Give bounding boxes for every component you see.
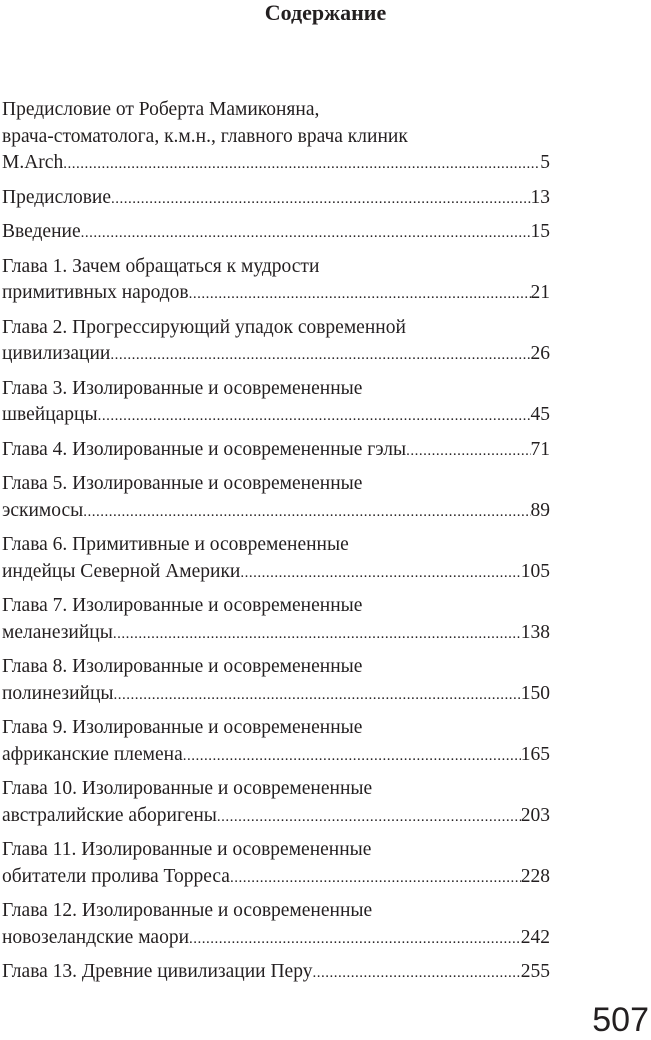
dot-leader [63,151,540,178]
toc-entry-last-line [2,402,550,430]
toc-entry-last-line [2,437,550,465]
dot-leader [114,682,521,709]
toc-entry-page-number: 45 [530,404,550,425]
toc-entry-last-line [2,681,550,709]
toc-entry-page-number: 71 [530,438,550,460]
toc-entry-title-line: индейцы Северной Америки [2,560,241,582]
toc-entry-title-line: Глава 3. Изолированные и осовремененные [2,377,363,399]
toc-entry-page-number: 228 [520,865,550,887]
dot-leader [81,220,531,247]
toc-entry[interactable] [2,376,550,430]
toc-entry-title-line: Глава 2. Прогрессирующий упадок современной [2,316,406,338]
dot-leader [312,960,520,987]
toc-entry-title-line: африканские племена [2,743,183,765]
toc-entry-last-line [2,341,550,369]
toc-entry[interactable] [2,593,550,647]
toc-entry-title-line: цивилизации [2,343,111,364]
toc-entry-title-line: Глава 13. Древние цивилизации Перу [2,961,313,982]
toc-entry-last-line [2,742,550,770]
toc-entry-page-number: 13 [530,186,550,208]
toc-entry-title-line: австралийские аборигены [2,804,217,826]
toc-entry[interactable] [2,654,550,708]
toc-entry[interactable] [2,437,550,465]
toc-entry-title-line: Глава 5. Изолированные и осовремененные [2,473,363,494]
dot-leader [189,926,521,953]
toc-entry-page-number: 15 [530,221,550,242]
toc-entry-title-line: Глава 12. Изолированные и осовремененные [2,900,373,921]
toc-entry-title-line: врача-стоматолога, к.м.н., главного врача клиник [2,125,408,147]
dot-leader [183,743,521,770]
toc-entry-last-line [2,959,550,987]
toc-entry-last-line [2,498,550,526]
toc-entry[interactable] [2,898,550,952]
dot-leader [406,438,530,465]
toc-entry-page-number: 5 [540,152,550,173]
toc-entry-title-line: Введение [2,221,81,242]
toc-entry-title-line: швейцарцы [2,404,98,425]
dot-leader [230,865,521,892]
page-title: Содержание [264,0,387,25]
toc-entry-title-line: новозеландские маори [2,926,190,948]
toc-entry-title-line: обитатели пролива Торреса [2,865,230,887]
toc-entry[interactable] [2,532,550,586]
toc-entry-title-line: Предисловие от Роберта Мамиконяна, [2,99,320,120]
toc-entry-last-line [2,925,550,953]
toc-entry[interactable] [2,315,550,369]
toc-entry-page-number: 203 [520,804,550,826]
dot-leader [217,804,521,831]
toc-entry-page-number: 138 [520,621,550,643]
dot-leader [240,560,520,587]
toc-entry-title-line: меланезийцы [2,621,113,643]
toc-entry-title-line: Глава 4. Изолированные и осовремененные гэлы [2,438,407,460]
dot-leader [111,186,530,213]
toc-entry-page-number: 105 [520,560,550,582]
toc-entry-page-number: 150 [520,682,550,704]
toc-entry-title-line: Глава 7. Изолированные и осовремененные [2,595,363,616]
toc-entry-last-line [2,803,550,831]
toc-entry-title-line: Глава 1. Зачем обращаться к мудрости [2,255,320,277]
toc-entry-page-number: 255 [520,961,550,982]
toc-entry[interactable] [2,471,550,525]
toc-entry-title-line: эскимосы [2,499,84,521]
toc-entry-page-number: 242 [520,926,550,948]
toc-entry-title-line: Глава 6. Примитивные и осовремененные [2,534,349,555]
toc-entry-page-number: 165 [520,743,550,765]
toc-entry-last-line [2,559,550,587]
toc-entry-title-line: Глава 10. Изолированные и осовремененные [2,778,373,799]
dot-leader [189,281,531,308]
toc-entry[interactable] [2,837,550,891]
toc-entry-title-line: полинезийцы [2,682,114,704]
toc-entry-title-line: Глава 11. Изолированные и осовремененные [2,839,372,860]
dot-leader [83,499,530,526]
toc-entry[interactable] [2,185,550,213]
toc-entry[interactable] [2,97,550,178]
dot-leader [110,342,530,369]
toc-entry-last-line [2,620,550,648]
toc-entry-page-number: 26 [530,343,550,364]
table-of-contents [2,97,550,994]
toc-entry[interactable] [2,776,550,830]
toc-entry[interactable] [2,959,550,987]
toc-entry-title-line: M.Arch [2,152,64,173]
toc-entry[interactable] [2,254,550,308]
toc-entry-page-number: 21 [530,282,550,303]
toc-entry-last-line [2,150,550,178]
toc-entry-last-line [2,185,550,213]
dot-leader [113,621,521,648]
toc-entry-title-line: Предисловие [2,186,112,208]
toc-entry-page-number: 89 [530,499,550,521]
dot-leader [98,403,531,430]
toc-entry-last-line [2,280,550,308]
toc-entry-last-line [2,219,550,247]
toc-entry-title-line: Глава 9. Изолированные и осовремененные [2,717,363,738]
toc-entry[interactable] [2,219,550,247]
page-number: 507 [592,1001,649,1039]
toc-entry-title-line: примитивных народов [2,282,189,303]
toc-entry[interactable] [2,715,550,769]
toc-entry-title-line: Глава 8. Изолированные и осовремененные [2,656,363,677]
toc-entry-last-line [2,864,550,892]
